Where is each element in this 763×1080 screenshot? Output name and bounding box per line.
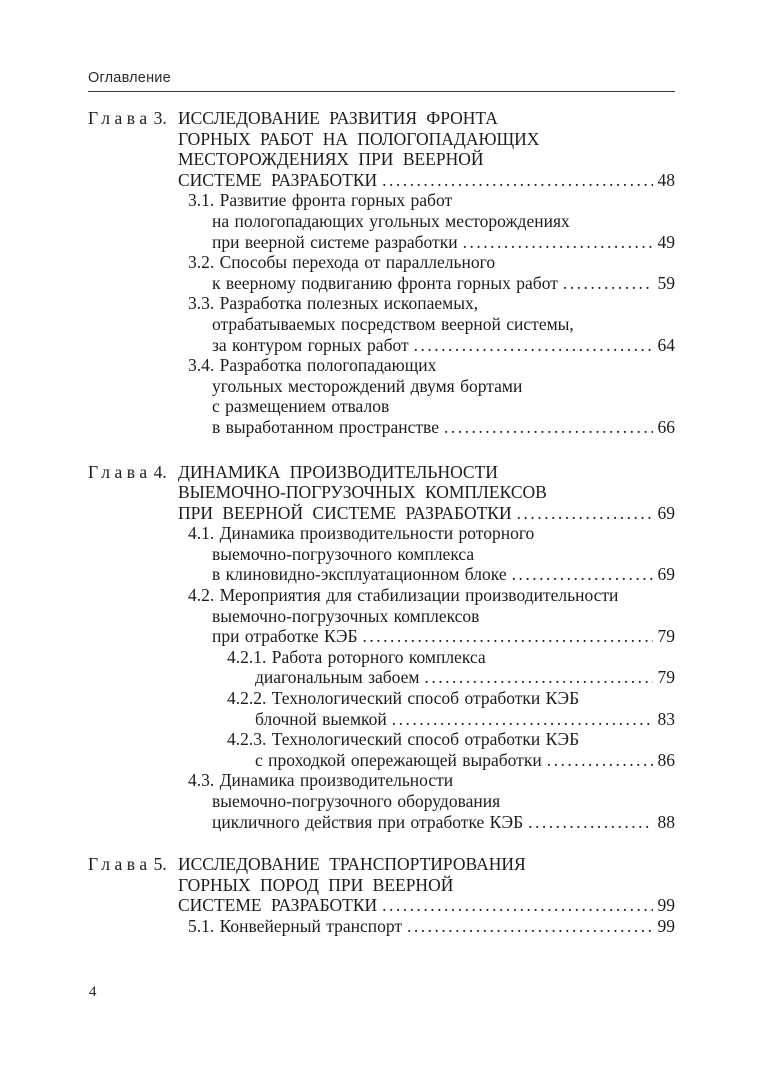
entry-line: 4.1. Динамика производительности роторного bbox=[188, 523, 535, 544]
toc-leader-line bbox=[188, 916, 675, 937]
toc-entry bbox=[88, 770, 675, 832]
toc-leader-line bbox=[212, 232, 675, 253]
entry-text: при отработке КЭБ bbox=[212, 626, 358, 647]
toc-entry bbox=[88, 688, 675, 729]
entry-text: в выработанном пространстве bbox=[212, 416, 439, 437]
dot-leader bbox=[407, 916, 652, 937]
dot-leader bbox=[528, 812, 652, 833]
toc-leader-line bbox=[178, 895, 675, 916]
dot-leader bbox=[425, 667, 653, 688]
folio-page-number: 4 bbox=[89, 984, 97, 1000]
chapter-word: Глава bbox=[88, 461, 152, 482]
toc-leader-line bbox=[212, 564, 675, 585]
entry-line: угольных месторождений двумя бортами bbox=[212, 375, 523, 396]
entry-line: 4.3. Динамика производительности bbox=[188, 770, 454, 791]
chapter-heading-line bbox=[88, 854, 675, 875]
dot-leader bbox=[444, 417, 653, 438]
entry-line: 4.2.3. Технологический способ отработки КЭБ bbox=[227, 729, 580, 750]
chapter-title-line: ВЫЕМОЧНО-ПОГРУЗОЧНЫХ КОМПЛЕКСОВ bbox=[178, 482, 547, 503]
dot-leader bbox=[363, 626, 653, 647]
toc-leader-line bbox=[212, 626, 675, 647]
page-number: 79 bbox=[657, 626, 675, 647]
page-number: 59 bbox=[657, 272, 675, 293]
entry-line: выемочно-погрузочных комплексов bbox=[212, 605, 480, 626]
toc-chapter-3 bbox=[88, 108, 675, 438]
chapter-title-line: ИССЛЕДОВАНИЕ РАЗВИТИЯ ФРОНТА bbox=[178, 108, 498, 128]
chapter-word: Глава bbox=[88, 854, 152, 875]
entry-text: диагональным забоем bbox=[255, 667, 420, 688]
chapter-title-line: ИССЛЕДОВАНИЕ ТРАНСПОРТИРОВАНИЯ bbox=[178, 854, 526, 875]
entry-line: 4.2. Мероприятия для стабилизации производительности bbox=[188, 585, 619, 606]
dot-leader bbox=[517, 503, 653, 524]
dot-leader bbox=[382, 170, 652, 191]
dot-leader bbox=[563, 273, 653, 294]
entry-line: выемочно-погрузочного оборудования bbox=[212, 791, 501, 811]
entry-line: выемочно-погрузочного комплекса bbox=[212, 543, 475, 564]
toc-leader-line bbox=[255, 750, 675, 771]
page-title: Оглавление bbox=[88, 70, 675, 92]
toc-entry bbox=[88, 523, 675, 585]
page-number: 66 bbox=[657, 416, 675, 437]
chapter-heading-line bbox=[88, 108, 675, 129]
chapter-label bbox=[88, 462, 178, 483]
dot-leader bbox=[414, 335, 653, 356]
entry-text: к веерному подвиганию фронта горных работ bbox=[212, 272, 558, 293]
chapter-title-line: ДИНАМИКА ПРОИЗВОДИТЕЛЬНОСТИ bbox=[178, 461, 498, 482]
chapter-label bbox=[88, 108, 178, 129]
chapter-number: 4. bbox=[153, 461, 167, 482]
toc-entry bbox=[88, 293, 675, 355]
page-number: 86 bbox=[657, 749, 675, 770]
toc-entry bbox=[88, 252, 675, 293]
toc-leader-line bbox=[212, 273, 675, 294]
chapter-number: 3. bbox=[153, 108, 167, 128]
toc-leader-line bbox=[212, 417, 675, 438]
entry-line: 3.2. Способы перехода от параллельного bbox=[188, 252, 496, 273]
entry-line: 3.1. Развитие фронта горных работ bbox=[188, 190, 453, 211]
page-number: 69 bbox=[657, 564, 675, 585]
toc-entry bbox=[88, 585, 675, 647]
page-number: 49 bbox=[657, 231, 675, 252]
toc-entry bbox=[88, 647, 675, 688]
chapter-word: Глава bbox=[88, 108, 152, 128]
toc-entry bbox=[88, 355, 675, 437]
entry-line: 4.2.1. Работа роторного комплекса bbox=[227, 646, 486, 667]
entry-text: блочной выемкой bbox=[255, 708, 387, 729]
page-number: 69 bbox=[657, 502, 675, 523]
chapter-title-line: МЕСТОРОЖДЕНИЯХ ПРИ ВЕЕРНОЙ bbox=[178, 149, 484, 170]
toc-chapter-5 bbox=[88, 854, 675, 936]
page-number: 64 bbox=[657, 334, 675, 355]
table-of-contents bbox=[88, 108, 675, 937]
toc-leader-line bbox=[212, 812, 675, 833]
entry-text: при веерной системе разработки bbox=[212, 231, 458, 252]
entry-line: 4.2.2. Технологический способ отработки КЭБ bbox=[227, 688, 580, 709]
dot-leader bbox=[382, 895, 652, 916]
entry-text: в клиновидно-эксплуатационном блоке bbox=[212, 564, 507, 585]
toc-entry bbox=[88, 916, 675, 937]
entry-text: за контуром горных работ bbox=[212, 334, 409, 355]
toc-entry bbox=[88, 729, 675, 770]
chapter-title-line: ГОРНЫХ ПОРОД ПРИ ВЕЕРНОЙ bbox=[178, 874, 454, 895]
entry-text: цикличного действия при отработке КЭБ bbox=[212, 811, 524, 832]
entry-text: ПРИ ВЕЕРНОЙ СИСТЕМЕ РАЗРАБОТКИ bbox=[178, 502, 512, 523]
entry-text: 5.1. Конвейерный транспорт bbox=[188, 915, 403, 936]
entry-line: на пологопадающих угольных месторождениях bbox=[212, 210, 570, 231]
entry-line: 3.4. Разработка пологопадающих bbox=[188, 355, 437, 376]
page-number: 88 bbox=[657, 811, 675, 832]
toc-leader-line bbox=[178, 503, 675, 524]
entry-line: с размещением отвалов bbox=[212, 396, 390, 417]
page-number: 99 bbox=[657, 915, 675, 936]
toc-leader-line bbox=[178, 170, 675, 191]
chapter-heading-line bbox=[88, 462, 675, 483]
toc-leader-line bbox=[255, 667, 675, 688]
entry-text: СИСТЕМЕ РАЗРАБОТКИ bbox=[178, 169, 378, 190]
chapter-label bbox=[88, 854, 178, 875]
toc-entry bbox=[88, 190, 675, 252]
toc-leader-line bbox=[212, 335, 675, 356]
page-number: 48 bbox=[657, 169, 675, 190]
page-number: 83 bbox=[657, 708, 675, 729]
chapter-title-line: ГОРНЫХ РАБОТ НА ПОЛОГОПАДАЮЩИХ bbox=[178, 128, 540, 149]
chapter-number: 5. bbox=[153, 854, 167, 875]
page-number: 79 bbox=[657, 667, 675, 688]
dot-leader bbox=[463, 232, 653, 253]
entry-line: отрабатываемых посредством веерной системы, bbox=[212, 313, 574, 334]
dot-leader bbox=[547, 750, 653, 771]
entry-text: СИСТЕМЕ РАЗРАБОТКИ bbox=[178, 895, 378, 916]
entry-line: 3.3. Разработка полезных ископаемых, bbox=[188, 293, 479, 314]
dot-leader bbox=[512, 564, 653, 585]
toc-chapter-4 bbox=[88, 462, 675, 833]
page-number: 99 bbox=[657, 895, 675, 916]
dot-leader bbox=[392, 709, 653, 730]
entry-text: с проходкой опережающей выработки bbox=[255, 749, 542, 770]
toc-leader-line bbox=[255, 709, 675, 730]
